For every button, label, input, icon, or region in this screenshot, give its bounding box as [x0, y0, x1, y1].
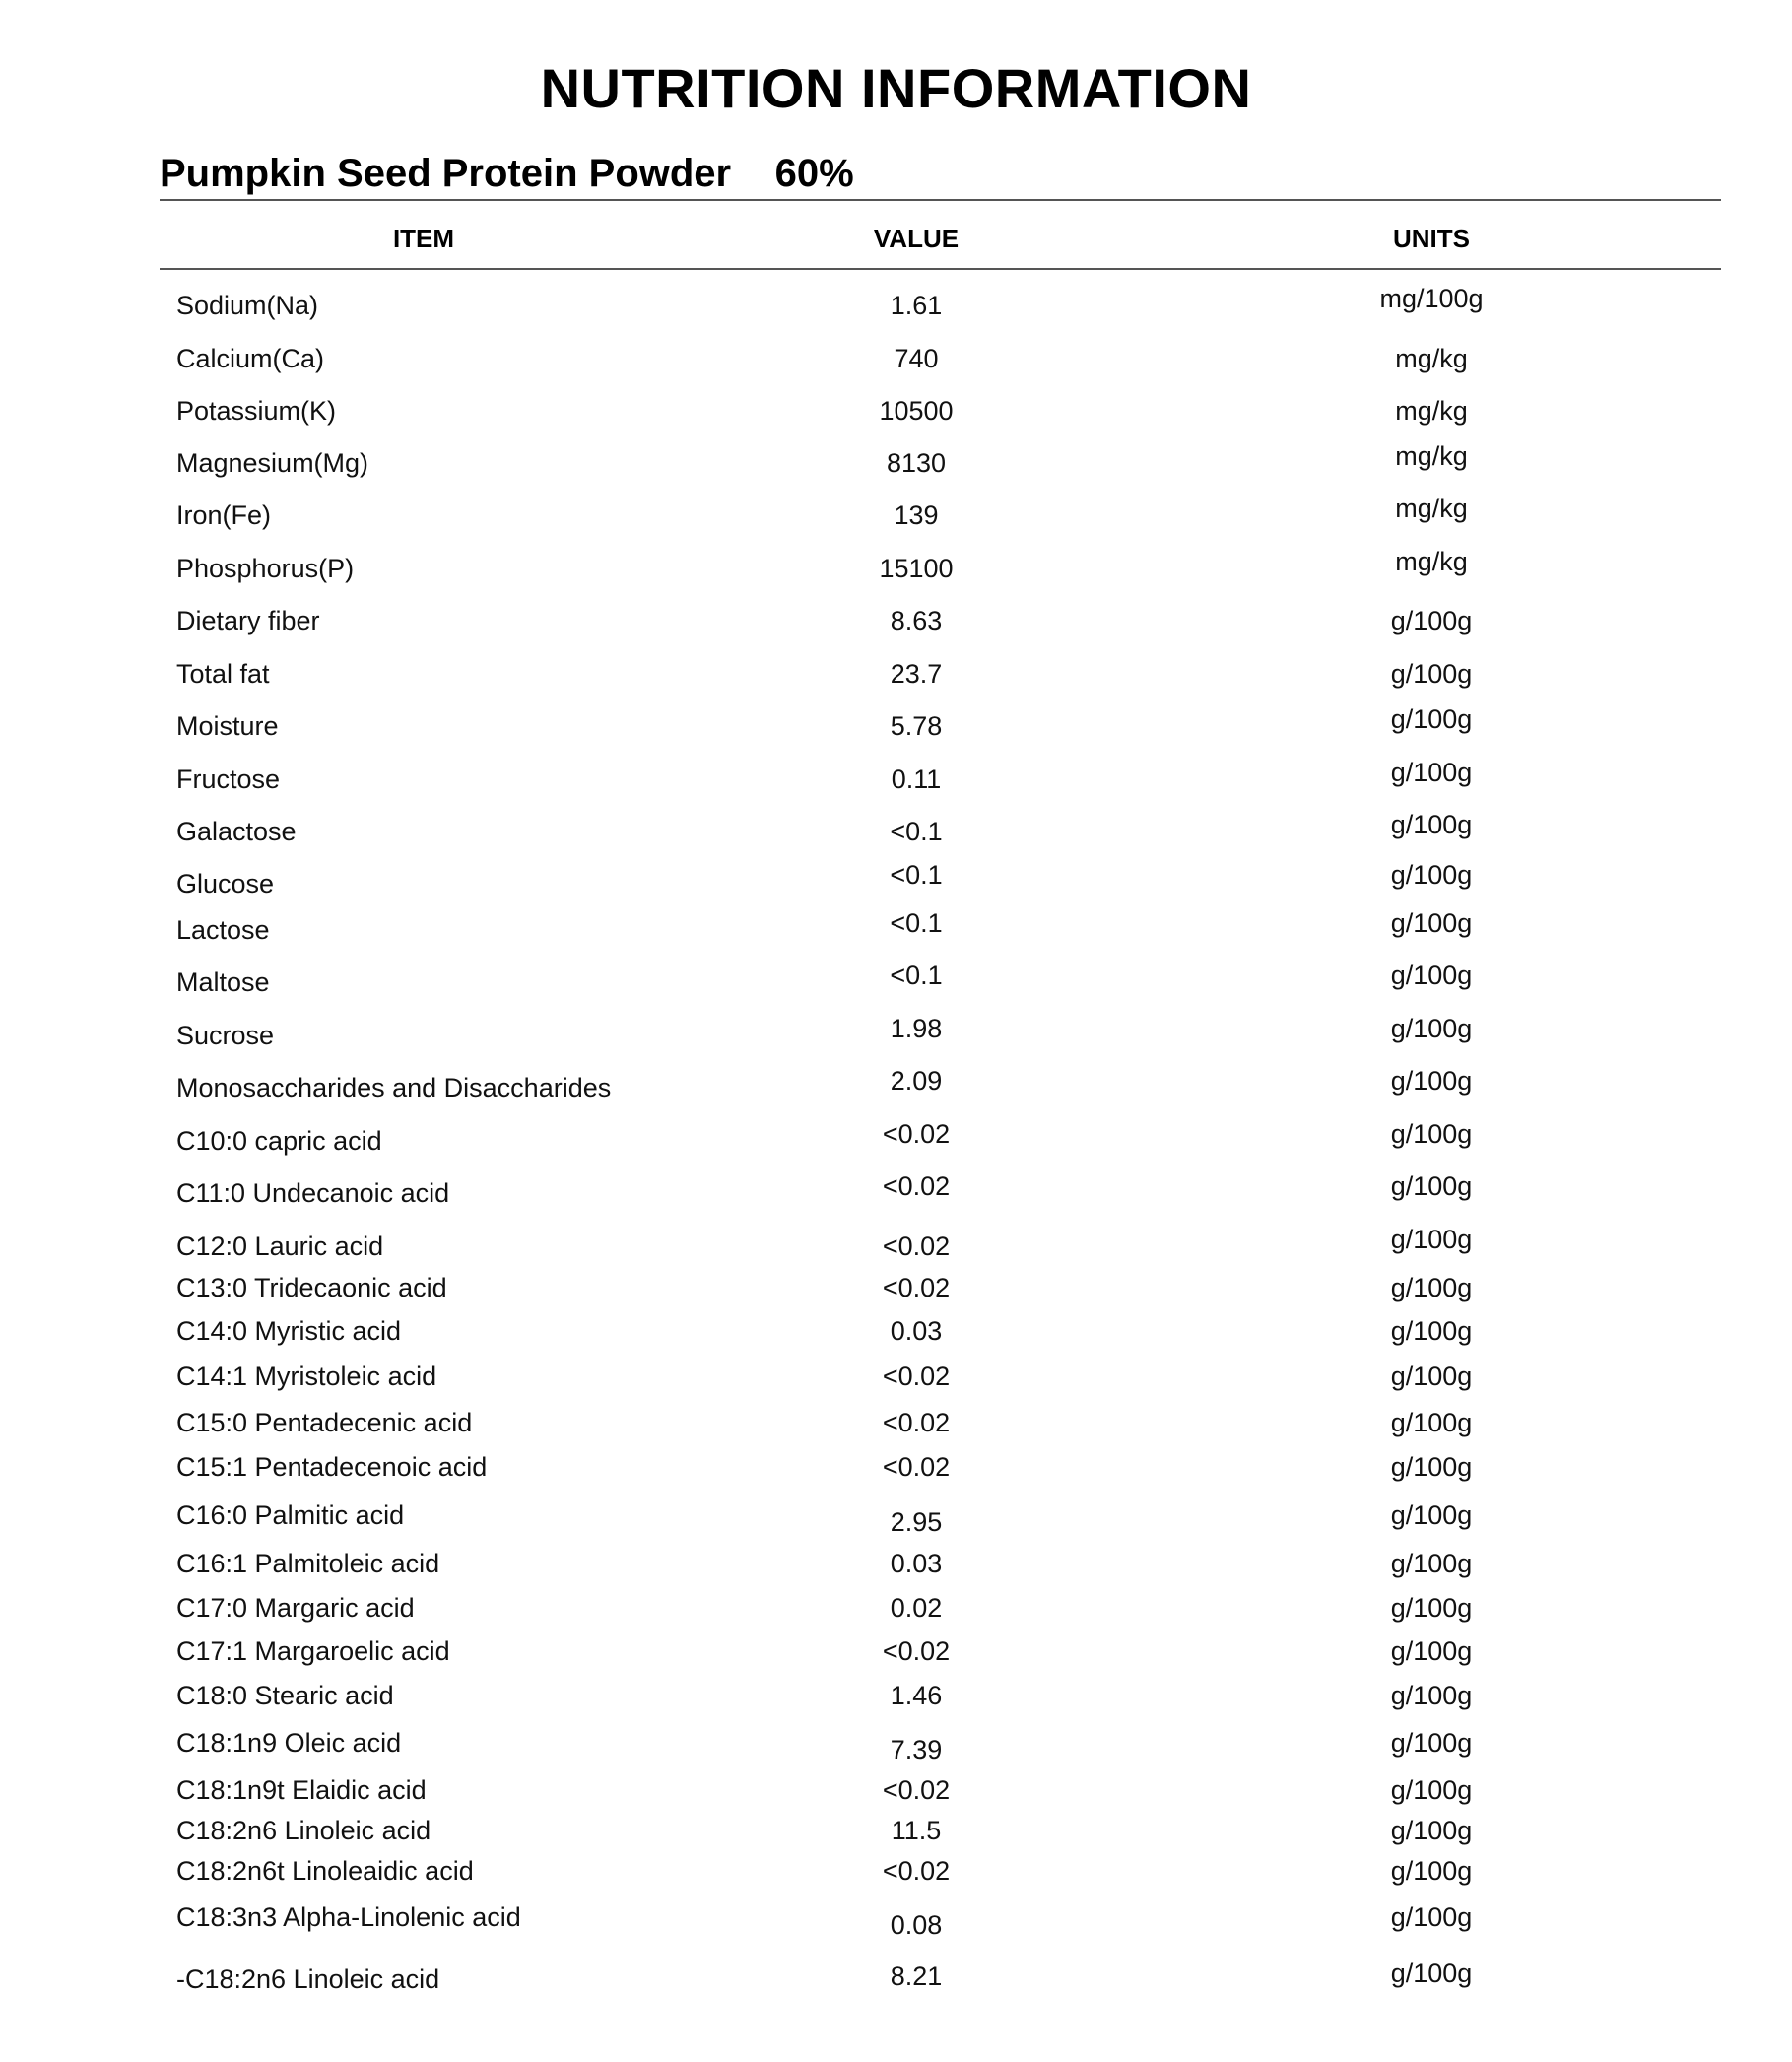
- row-value: <0.02: [882, 1452, 951, 1482]
- table-row: [0, 910, 1792, 950]
- row-value: 1.98: [890, 1014, 943, 1043]
- row-units: g/100g: [1390, 1775, 1473, 1805]
- row-item: Monosaccharides and Disaccharides: [176, 1073, 612, 1102]
- row-item: Sucrose: [176, 1021, 275, 1050]
- header-item: ITEM: [392, 224, 455, 253]
- row-value: 0.02: [890, 1593, 943, 1623]
- row-value: 0.03: [890, 1316, 943, 1346]
- row-item: Moisture: [176, 711, 279, 741]
- row-value: <0.02: [882, 1636, 951, 1666]
- row-units: g/100g: [1390, 1408, 1473, 1437]
- row-value: 8.63: [890, 606, 943, 635]
- table-row: [0, 339, 1792, 378]
- row-units: g/100g: [1390, 1549, 1473, 1578]
- row-value: 5.78: [890, 711, 943, 741]
- row-units: g/100g: [1390, 1856, 1473, 1886]
- row-item: C13:0 Tridecaonic acid: [176, 1273, 447, 1302]
- row-item: C18:0 Stearic acid: [176, 1681, 394, 1710]
- row-item: C18:1n9 Oleic acid: [176, 1728, 402, 1758]
- row-item: C12:0 Lauric acid: [176, 1231, 384, 1261]
- row-value: <0.02: [882, 1119, 951, 1149]
- row-value: 8.21: [890, 1962, 943, 1991]
- row-value: <0.1: [890, 908, 943, 938]
- row-item: Magnesium(Mg): [176, 448, 369, 478]
- row-units: mg/100g: [1379, 284, 1484, 313]
- row-units: g/100g: [1390, 1452, 1473, 1482]
- table-row: [0, 1723, 1792, 1763]
- header-value: VALUE: [873, 224, 960, 253]
- row-units: mg/kg: [1395, 547, 1468, 576]
- table-row: [0, 1676, 1792, 1715]
- row-item: C17:1 Margaroelic acid: [176, 1636, 450, 1666]
- table-row: [0, 1403, 1792, 1442]
- row-value: <0.02: [882, 1231, 951, 1261]
- table-row: [0, 706, 1792, 746]
- table-row: [0, 812, 1792, 851]
- table-row: [0, 1897, 1792, 1940]
- row-item: Phosphorus(P): [176, 554, 355, 583]
- row-units: g/100g: [1390, 1014, 1473, 1043]
- row-item: Calcium(Ca): [176, 344, 325, 373]
- row-value: 7.39: [890, 1735, 943, 1764]
- table-row: [0, 1173, 1792, 1213]
- table-row: [0, 1960, 1792, 1999]
- row-units: mg/kg: [1395, 396, 1468, 426]
- row-item: Lactose: [176, 915, 270, 945]
- row-units: g/100g: [1390, 1593, 1473, 1623]
- row-item: C16:0 Palmitic acid: [176, 1500, 405, 1530]
- table-row: [0, 1227, 1792, 1266]
- row-item: C18:2n6 Linoleic acid: [176, 1816, 431, 1845]
- row-units: g/100g: [1390, 1728, 1473, 1758]
- table-row: [0, 1496, 1792, 1535]
- row-item: Maltose: [176, 967, 270, 997]
- header-units: UNITS: [1393, 224, 1470, 253]
- row-item: C16:1 Palmitoleic acid: [176, 1549, 440, 1578]
- row-value: 2.09: [890, 1066, 943, 1096]
- row-units: g/100g: [1390, 1225, 1473, 1254]
- row-units: g/100g: [1390, 1902, 1473, 1932]
- row-value: 1.61: [890, 291, 943, 320]
- row-item: Iron(Fe): [176, 500, 272, 530]
- row-value: 740: [894, 344, 939, 373]
- table-row: [0, 1447, 1792, 1487]
- table-row: [0, 963, 1792, 1002]
- row-value: <0.02: [882, 1775, 951, 1805]
- row-item: Fructose: [176, 765, 281, 794]
- row-item: C15:1 Pentadecenoic acid: [176, 1452, 488, 1482]
- row-units: g/100g: [1390, 961, 1473, 990]
- row-value: <0.02: [882, 1273, 951, 1302]
- row-units: g/100g: [1390, 659, 1473, 689]
- row-item: Glucose: [176, 869, 275, 898]
- row-value: <0.02: [882, 1856, 951, 1886]
- table-row: [0, 1851, 1792, 1891]
- row-item: C14:0 Myristic acid: [176, 1316, 402, 1346]
- row-value: 11.5: [891, 1816, 942, 1845]
- row-value: 8130: [886, 448, 947, 478]
- row-item: C17:0 Margaric acid: [176, 1593, 415, 1623]
- table-row: [0, 654, 1792, 694]
- row-item: C18:2n6t Linoleaidic acid: [176, 1856, 474, 1886]
- row-units: g/100g: [1390, 1171, 1473, 1201]
- row-units: g/100g: [1390, 1362, 1473, 1391]
- row-item: Dietary fiber: [176, 606, 320, 635]
- row-units: mg/kg: [1395, 494, 1468, 523]
- row-value: 0.08: [890, 1910, 943, 1940]
- row-item: Total fat: [176, 659, 270, 689]
- row-units: g/100g: [1390, 1066, 1473, 1096]
- table-row: [0, 1588, 1792, 1628]
- row-value: <0.02: [882, 1362, 951, 1391]
- row-value: <0.02: [882, 1408, 951, 1437]
- row-units: g/100g: [1390, 810, 1473, 839]
- row-item: Sodium(Na): [176, 291, 319, 320]
- row-item: Potassium(K): [176, 396, 337, 426]
- row-value: 2.95: [890, 1507, 943, 1537]
- table-row: [0, 1068, 1792, 1107]
- row-value: 23.7: [890, 659, 943, 689]
- table-row: [0, 1121, 1792, 1161]
- row-value: <0.1: [890, 817, 943, 846]
- table-row: [0, 1811, 1792, 1850]
- table-row: [0, 286, 1792, 325]
- row-units: g/100g: [1390, 606, 1473, 635]
- row-item: C10:0 capric acid: [176, 1126, 382, 1156]
- row-item: C18:3n3 Alpha-Linolenic acid: [176, 1902, 521, 1932]
- row-units: mg/kg: [1395, 441, 1468, 471]
- row-units: g/100g: [1390, 1500, 1473, 1530]
- table-row: [0, 496, 1792, 535]
- row-value: <0.1: [890, 860, 943, 890]
- table-row: [0, 760, 1792, 799]
- row-item: Galactose: [176, 817, 297, 846]
- row-item: C11:0 Undecanoic acid: [176, 1178, 450, 1208]
- row-item: -C18:2n6 Linoleic acid: [176, 1964, 440, 1994]
- table-row: [0, 860, 1792, 903]
- row-value: 139: [894, 500, 939, 530]
- row-units: mg/kg: [1395, 344, 1468, 373]
- row-value: 10500: [879, 396, 954, 426]
- table-row: [0, 1770, 1792, 1810]
- row-item: C15:0 Pentadecenic acid: [176, 1408, 473, 1437]
- row-value: 15100: [879, 554, 954, 583]
- table-row: [0, 1268, 1792, 1307]
- row-units: g/100g: [1390, 1816, 1473, 1845]
- row-value: 1.46: [890, 1681, 943, 1710]
- product-name: Pumpkin Seed Protein Powder 60%: [160, 152, 854, 195]
- table-row: [0, 1631, 1792, 1671]
- table-row: [0, 1357, 1792, 1396]
- row-units: g/100g: [1390, 704, 1473, 734]
- table-row: [0, 443, 1792, 483]
- row-value: 0.03: [890, 1549, 943, 1578]
- table-row: [0, 1544, 1792, 1583]
- row-units: g/100g: [1390, 1681, 1473, 1710]
- table-row: [0, 549, 1792, 588]
- row-value: <0.02: [882, 1171, 951, 1201]
- table-row: [0, 1016, 1792, 1055]
- row-units: g/100g: [1390, 860, 1473, 890]
- row-value: 0.11: [891, 765, 942, 794]
- row-units: g/100g: [1390, 1959, 1473, 1988]
- row-units: g/100g: [1390, 1273, 1473, 1302]
- row-units: g/100g: [1390, 758, 1473, 787]
- row-item: C14:1 Myristoleic acid: [176, 1362, 437, 1391]
- row-units: g/100g: [1390, 1636, 1473, 1666]
- table-row: [0, 391, 1792, 431]
- row-units: g/100g: [1390, 1119, 1473, 1149]
- table-row: [0, 1311, 1792, 1351]
- row-units: g/100g: [1390, 1316, 1473, 1346]
- row-units: g/100g: [1390, 908, 1473, 938]
- table-row: [0, 601, 1792, 640]
- row-item: C18:1n9t Elaidic acid: [176, 1775, 427, 1805]
- page-title: NUTRITION INFORMATION: [540, 57, 1252, 119]
- row-value: <0.1: [890, 961, 943, 990]
